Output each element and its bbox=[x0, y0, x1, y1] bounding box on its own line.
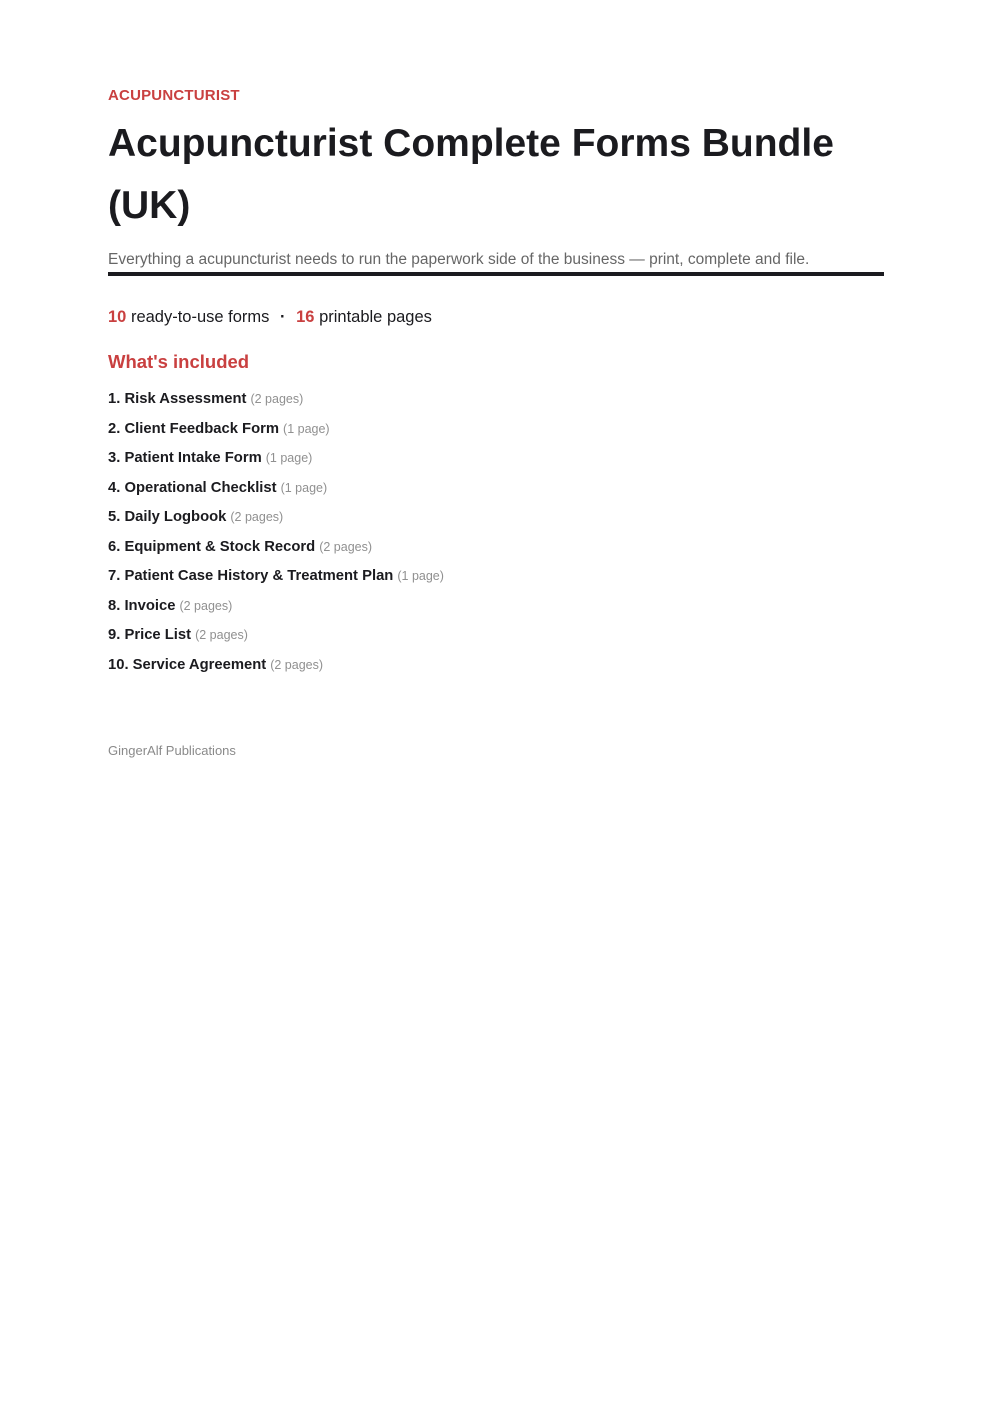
pages-count: 16 bbox=[296, 308, 315, 326]
list-item bbox=[108, 477, 444, 507]
section-heading-included: What's included bbox=[108, 351, 250, 372]
list-item bbox=[108, 418, 444, 448]
form-page-count: (2 pages) bbox=[319, 539, 373, 554]
list-item bbox=[108, 595, 444, 625]
forms-count: 10 bbox=[108, 308, 127, 326]
form-page-count: (1 page) bbox=[283, 421, 330, 436]
form-page-count: (2 pages) bbox=[230, 510, 284, 524]
list-item bbox=[108, 447, 444, 477]
list-item bbox=[108, 654, 444, 684]
title-divider bbox=[108, 272, 884, 276]
form-name: 5. Daily Logbook bbox=[108, 509, 227, 525]
form-page-count: (2 pages) bbox=[270, 657, 324, 672]
form-name: 2. Client Feedback Form bbox=[108, 420, 280, 437]
form-name: 10. Service Agreement bbox=[108, 656, 267, 673]
form-name: 9. Price List bbox=[108, 627, 192, 643]
list-item bbox=[108, 536, 444, 566]
list-item bbox=[108, 506, 444, 536]
category-label: ACUPUNCTURIST bbox=[108, 87, 240, 104]
form-name: 8. Invoice bbox=[108, 597, 176, 614]
form-name: 4. Operational Checklist bbox=[108, 479, 277, 496]
page-subtitle: Everything a acupuncturist needs to run the paperwork side of the business — print, complete and file. bbox=[108, 251, 810, 268]
forms-label: ready-to-use forms bbox=[130, 308, 270, 326]
form-page-count: (1 page) bbox=[397, 569, 444, 583]
list-item bbox=[108, 624, 444, 654]
form-page-count: (2 pages) bbox=[195, 628, 248, 642]
publisher-footer: GingerAlf Publications bbox=[108, 743, 236, 758]
form-page-count: (1 page) bbox=[280, 480, 328, 495]
form-name: 1. Risk Assessment bbox=[108, 391, 247, 407]
form-name: 6. Equipment & Stock Record bbox=[108, 538, 316, 555]
list-item bbox=[108, 388, 444, 418]
form-page-count: (2 pages) bbox=[250, 392, 304, 406]
pages-label: printable pages bbox=[319, 308, 432, 326]
list-item bbox=[108, 565, 444, 595]
form-page-count: (2 pages) bbox=[179, 598, 233, 613]
form-page-count: (1 page) bbox=[265, 451, 313, 465]
included-forms-list bbox=[108, 388, 444, 683]
form-name: 7. Patient Case History & Treatment Plan bbox=[108, 568, 394, 584]
page-title: Acupuncturist Complete Forms Bundle (UK) bbox=[108, 122, 834, 227]
bundle-stats bbox=[108, 306, 432, 328]
form-name: 3. Patient Intake Form bbox=[108, 450, 262, 466]
stats-separator: · bbox=[280, 308, 286, 326]
